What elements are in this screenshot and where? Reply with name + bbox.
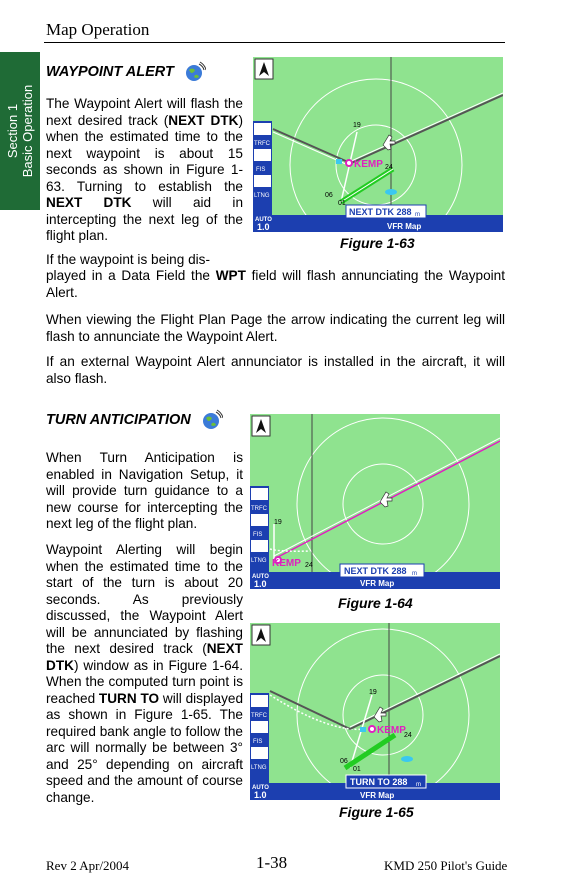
- waypoint-alert-heading: [46, 61, 206, 83]
- map-waypoint-label: 24: [385, 164, 393, 171]
- figure-1-65-map-screen: [250, 623, 500, 800]
- map-waypoint-label: 19: [353, 122, 361, 129]
- svg-text:1.0: 1.0: [254, 790, 267, 800]
- svg-text:VFR Map: VFR Map: [387, 222, 422, 231]
- waypoint-alert-paragraph-3: When viewing the Flight Plan Page the arrow indicating the current leg will flash to annunciate the Waypoint Alert.: [46, 312, 505, 344]
- figure-1-64-map-screen: [250, 414, 500, 589]
- map-waypoint-kemp: KEMP: [354, 159, 383, 170]
- map-waypoint-label: 24: [305, 562, 313, 569]
- footer-revision: Rev 2 Apr/2004: [46, 858, 130, 873]
- svg-text:FIS: FIS: [256, 167, 266, 173]
- svg-text:LTNG: LTNG: [251, 765, 267, 771]
- map-waypoint-label: 06: [340, 758, 348, 765]
- svg-text:m: m: [416, 782, 421, 788]
- svg-text:TRFC: TRFC: [251, 713, 267, 719]
- waypoint-alert-paragraph-2: played in a Data Field the WPT field will flash annunciating the Waypoint Alert.: [46, 268, 506, 300]
- waypoint-alert-paragraph-2-start: If the waypoint is being dis-: [46, 252, 210, 267]
- waypoint-alert-title: WAYPOINT ALERT: [46, 63, 174, 80]
- page-header-title: Map Operation: [46, 20, 150, 39]
- figure-1-64-caption: Figure 1-64: [338, 595, 413, 611]
- svg-text:AUTO: AUTO: [252, 785, 269, 791]
- side-tab-line1: Section 1: [5, 103, 20, 159]
- svg-text:m: m: [412, 571, 417, 577]
- section-side-tab: [0, 52, 40, 210]
- svg-text:VFR Map: VFR Map: [360, 791, 395, 800]
- svg-text:LTNG: LTNG: [254, 193, 270, 199]
- svg-text:1.0: 1.0: [254, 579, 267, 589]
- figure-1-65-caption: Figure 1-65: [339, 804, 414, 820]
- header-rule: [44, 42, 505, 43]
- map-waypoint-label: 19: [274, 519, 282, 526]
- svg-text:1.0: 1.0: [257, 222, 270, 232]
- figure-1-63-map-screen: [253, 57, 503, 232]
- next-dtk-banner: NEXT DTK 288: [344, 566, 407, 576]
- footer-page-number: 1-38: [256, 853, 288, 872]
- svg-text:FIS: FIS: [253, 532, 263, 538]
- svg-text:FIS: FIS: [253, 739, 263, 745]
- footer-guide-title: KMD 250 Pilot's Guide: [384, 858, 508, 873]
- map-waypoint-label: 24: [404, 732, 412, 739]
- svg-text:m: m: [415, 212, 420, 218]
- svg-text:TRFC: TRFC: [254, 141, 270, 147]
- turn-anticipation-title: TURN ANTICIPATION: [46, 411, 191, 428]
- map-waypoint-label: 01: [338, 200, 346, 207]
- turn-anticipation-paragraph-2: Waypoint Alerting will begin when the estimated time to the start of the turn is about 20 seconds. As previously discussed, the Waypoint Alert will be annunciated by flashing the next desired track (NEXT DTK) window as in Figure 1-64. When the computed turn point is reached TURN TO will displayed as shown in Figure 1-65. The required bank angle to follow the arc will normally be between 3° and 25° depending on aircraft speed and the amount of course change.: [46, 542, 243, 805]
- map-waypoint-label: 19: [369, 689, 377, 696]
- next-dtk-banner: NEXT DTK 288: [349, 207, 412, 217]
- map-waypoint-kemp: KEMP: [272, 558, 301, 569]
- svg-text:VFR Map: VFR Map: [360, 579, 395, 588]
- globe-icon: [184, 61, 206, 83]
- map-waypoint-label: 01: [353, 766, 361, 773]
- turn-to-banner: TURN TO 288: [350, 777, 408, 787]
- waypoint-alert-paragraph-4: If an external Waypoint Alert annunciator is installed in the aircraft, it will also flash.: [46, 354, 505, 386]
- turn-anticipation-heading: [46, 409, 223, 431]
- waypoint-alert-paragraph-1: The Waypoint Alert will flash the next desired track (NEXT DTK) when the estimated time to the next waypoint is about 15 seconds as shown in Figure 1-63. Turning to establish the NEXT DTK will aid in intercepting the next leg of the flight plan.: [46, 96, 244, 243]
- svg-text:AUTO: AUTO: [252, 574, 269, 580]
- globe-icon: [201, 409, 223, 431]
- side-tab-line2: Basic Operation: [20, 84, 35, 178]
- svg-text:LTNG: LTNG: [251, 558, 267, 564]
- svg-text:TRFC: TRFC: [251, 506, 267, 512]
- figure-1-63-caption: Figure 1-63: [340, 235, 415, 251]
- map-waypoint-kemp: KEMP: [377, 725, 406, 736]
- svg-text:AUTO: AUTO: [255, 217, 272, 223]
- turn-anticipation-paragraph-1: When Turn Anticipation is enabled in Navigation Setup, it will provide turn guidance to a new course for intercepting the next leg of the flight plan.: [46, 450, 243, 531]
- map-waypoint-label: 06: [325, 192, 333, 199]
